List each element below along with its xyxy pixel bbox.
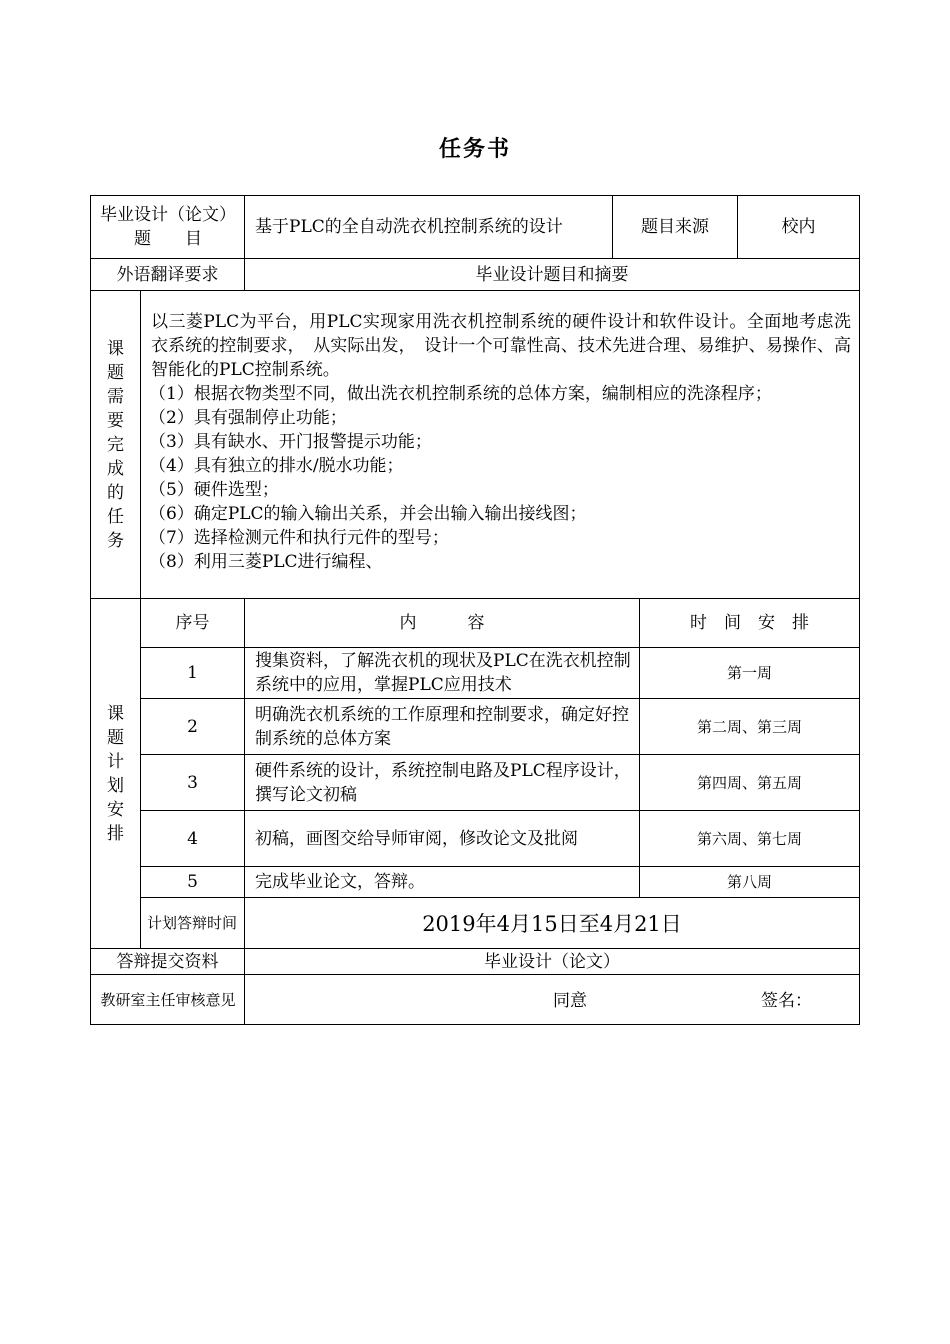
requirement-item: （2）具有强制停止功能； bbox=[149, 408, 347, 428]
plan-row-content: 完成毕业论文，答辩。 bbox=[255, 872, 425, 892]
source-label: 题目来源 bbox=[641, 217, 709, 237]
review-opinion: 同意 bbox=[553, 991, 587, 1011]
requirement-item: （3）具有缺水、开门报警提示功能； bbox=[149, 432, 432, 452]
plan-row-no: 1 bbox=[187, 663, 198, 683]
requirements-side-label: 课 题 需 要 完 成 的 任 务 bbox=[107, 338, 124, 551]
plan-row-time: 第四周、第五周 bbox=[696, 773, 802, 792]
requirement-item: （6）确定PLC的输入输出关系，并会出输入输出接线图； bbox=[149, 504, 587, 524]
requirement-item: （1）根据衣物类型不同，做出洗衣机控制系统的总体方案，编制相应的洗涤程序； bbox=[149, 384, 772, 404]
plan-row-no: 5 bbox=[187, 872, 198, 892]
submit-value: 毕业设计（论文） bbox=[484, 951, 620, 972]
requirement-item: （5）硬件选型； bbox=[149, 480, 279, 500]
plan-row-time: 第二周、第三周 bbox=[696, 717, 802, 736]
topic-value: 基于PLC的全自动洗衣机控制系统的设计 bbox=[255, 217, 563, 237]
review-sign: 签名： bbox=[761, 991, 812, 1011]
plan-row-content: 搜集资料，了解洗衣机的现状及PLC在洗衣机控制系统中的应用，掌握PLC应用技术 bbox=[255, 651, 631, 695]
plan-row-time: 第一周 bbox=[726, 664, 772, 682]
requirements-content bbox=[141, 304, 859, 596]
source-value: 校内 bbox=[781, 217, 816, 237]
plan-row-no: 2 bbox=[187, 716, 198, 737]
plan-row-content: 初稿，画图交给导师审阅，修改论文及批阅 bbox=[255, 828, 578, 849]
requirement-item: （4）具有独立的排水/脱水功能； bbox=[149, 456, 404, 476]
plan-row-time: 第六周、第七周 bbox=[696, 829, 802, 848]
defense-time-label: 计划答辩时间 bbox=[146, 914, 237, 932]
topic-label: 毕业设计（论文）题 目 bbox=[100, 205, 236, 249]
plan-row-content: 硬件系统的设计，系统控制电路及PLC程序设计，撰写论文初稿 bbox=[255, 760, 631, 805]
translation-label: 外语翻译要求 bbox=[116, 264, 219, 285]
plan-row-time: 第八周 bbox=[726, 873, 772, 891]
plan-row-no: 4 bbox=[187, 828, 198, 849]
submit-label: 答辩提交资料 bbox=[116, 951, 219, 972]
plan-header-no: 序号 bbox=[175, 613, 210, 633]
plan-row-no: 3 bbox=[187, 772, 198, 793]
plan-side-label: 课 题 计 划 安 排 bbox=[107, 703, 124, 844]
plan-header-time: 时 间 安 排 bbox=[690, 613, 809, 633]
page-title: 任务书 bbox=[438, 136, 511, 162]
plan-row-content: 明确洗衣机系统的工作原理和控制要求，确定好控制系统的总体方案 bbox=[255, 704, 629, 749]
plan-header-content: 内 容 bbox=[399, 613, 485, 633]
defense-time-value: 2019年4月15日至4月21日 bbox=[422, 912, 682, 936]
translation-value: 毕业设计题目和摘要 bbox=[475, 264, 629, 285]
requirements-intro: 以三菱PLC为平台，用PLC实现家用洗衣机控制系统的硬件设计和软件设计。全面地考虑洗衣系统的控制要求， 从实际出发， 设计一个可靠性高、技术先进合理、易维护、易操作、高智能化的PLC控制系统。 bbox=[151, 312, 851, 380]
review-label: 教研室主任审核意见 bbox=[100, 991, 236, 1009]
requirement-item: （8）利用三菱PLC进行编程、 bbox=[149, 552, 383, 572]
requirement-item: （7）选择检测元件和执行元件的型号； bbox=[149, 528, 449, 548]
